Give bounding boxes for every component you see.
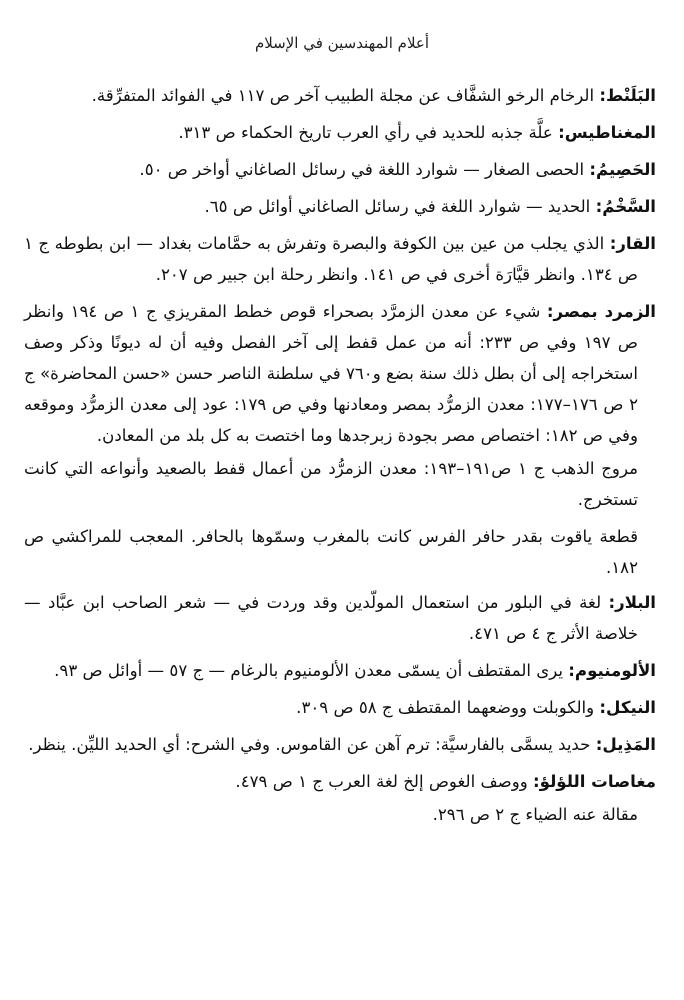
entry-subparagraph: مقالة عنه الضياء ج ٢ ص ٢٩٦. bbox=[432, 805, 638, 824]
entry-text: حديد يسمَّى بالفارسيَّة: ترم آهن عن القاموس. وفي الشرح: أي الحديد الليِّن. ينظر. bbox=[28, 735, 596, 754]
entry-nickel bbox=[24, 692, 656, 723]
entry-term: مغاصات اللؤلؤ: bbox=[533, 772, 656, 791]
entry-balant bbox=[24, 80, 656, 111]
entry-term: السَّخْمُ: bbox=[595, 197, 656, 216]
entry-text: والكوبلت ووضعهما المقتطف ج ٥٨ ص ٣٠٩. bbox=[296, 698, 600, 717]
entry-text: يرى المقتطف أن يسمّى معدن الألومنيوم بالرغام — ج ٥٧ — أوائل ص ٩٣. bbox=[54, 661, 569, 680]
entry-qar bbox=[24, 228, 656, 290]
entry-text: الحصى الصغار — شوارد اللغة في رسائل الصاغاني أواخر ص ٥٠. bbox=[139, 160, 590, 179]
entry-term: الزمرد بمصر: bbox=[546, 302, 656, 321]
entry-term: الحَصِيمُ: bbox=[589, 160, 656, 179]
entry-text: الرخام الرخو الشفَّاف عن مجلة الطبيب آخر ص ١١٧ في الفوائد المتفرِّقة. bbox=[91, 86, 600, 105]
entry-text: لغة في البلور من استعمال المولّدين وقد وردت في — شعر الصاحب ابن عبَّاد — خلاصة الأثر ج ٤ ص ٤٧١. bbox=[24, 593, 638, 643]
entry-term: البَلَنْط: bbox=[599, 86, 656, 105]
entry-text: الذي يجلب من عين بين الكوفة والبصرة وتفرش به حمَّامات بغداد — ابن بطوطه ج ١ ص ١٣٤. وانظر قيَّارَة أخرى في ص ١٤١. وانظر رحلة ابن جبير ص ٢٠٧. bbox=[24, 234, 638, 284]
entry-term: البلار: bbox=[608, 593, 656, 612]
entry-aluminium bbox=[24, 655, 656, 686]
entry-text: ووصف الغوص إلخ لغة العرب ج ١ ص ٤٧٩. bbox=[235, 772, 534, 791]
entry-sakhm bbox=[24, 191, 656, 222]
running-header: أعلام المهندسين في الإسلام bbox=[254, 34, 430, 52]
entry-magnet bbox=[24, 117, 656, 148]
entry-text: شيء عن معدن الزمرَّد بصحراء قوص خطط المقريزي ج ١ ص ١٩٤ وانظر ص ١٩٧ وفي ص ٢٣٣: أنه من عمل قفط إلى آخر الفصل وفيه أن له ديونًا وذكر وصف استخراجه إلى أن بطل ذلك سنة بضع و٧٦٠ في سلطنة الناصر حسن «حسن المحاضرة» ج ٢ ص ١٧٦–١٧٧: معدن الزمرُّد بمصر ومعادنها وفي ص ١٧٩: عود إلى معدن الزمرُّد وموقعه وفي ص ١٨٢: اختصاص مصر بجودة زبرجدها وما اختصت به كل بلد من المعادن. bbox=[24, 302, 638, 445]
entry-text: علَّة جذبه للحديد في رأي العرب تاريخ الحكماء ص ٣١٣. bbox=[178, 123, 559, 142]
entry-text: الحديد — شوارد اللغة في رسائل الصاغاني أوائل ص ٦٥. bbox=[204, 197, 596, 216]
entry-term: القار: bbox=[609, 234, 656, 253]
entry-ballar bbox=[24, 587, 656, 649]
entry-term: النيكل: bbox=[599, 698, 656, 717]
glossary-body bbox=[24, 80, 656, 834]
entry-subparagraph: مروج الذهب ج ١ ص١٩١–١٩٣: معدن الزمرُّد من أعمال قفط بالصعيد وأنواعه التي كانت تستخرج. bbox=[24, 459, 638, 509]
entry-subparagraph: قطعة ياقوت بقدر حافر الفرس كانت بالمغرب وسمّوها بالحافر. المعجب للمراكشي ص ١٨٢. bbox=[24, 527, 638, 577]
entry-emerald-egypt bbox=[24, 296, 656, 451]
entry-term: الألومنيوم: bbox=[568, 661, 656, 680]
entry-term: المَذِيل: bbox=[595, 735, 656, 754]
entry-term: المغناطيس: bbox=[558, 123, 656, 142]
entry-pearl-fisheries bbox=[24, 766, 656, 797]
entry-madhil bbox=[24, 729, 656, 760]
entry-hasim bbox=[24, 154, 656, 185]
